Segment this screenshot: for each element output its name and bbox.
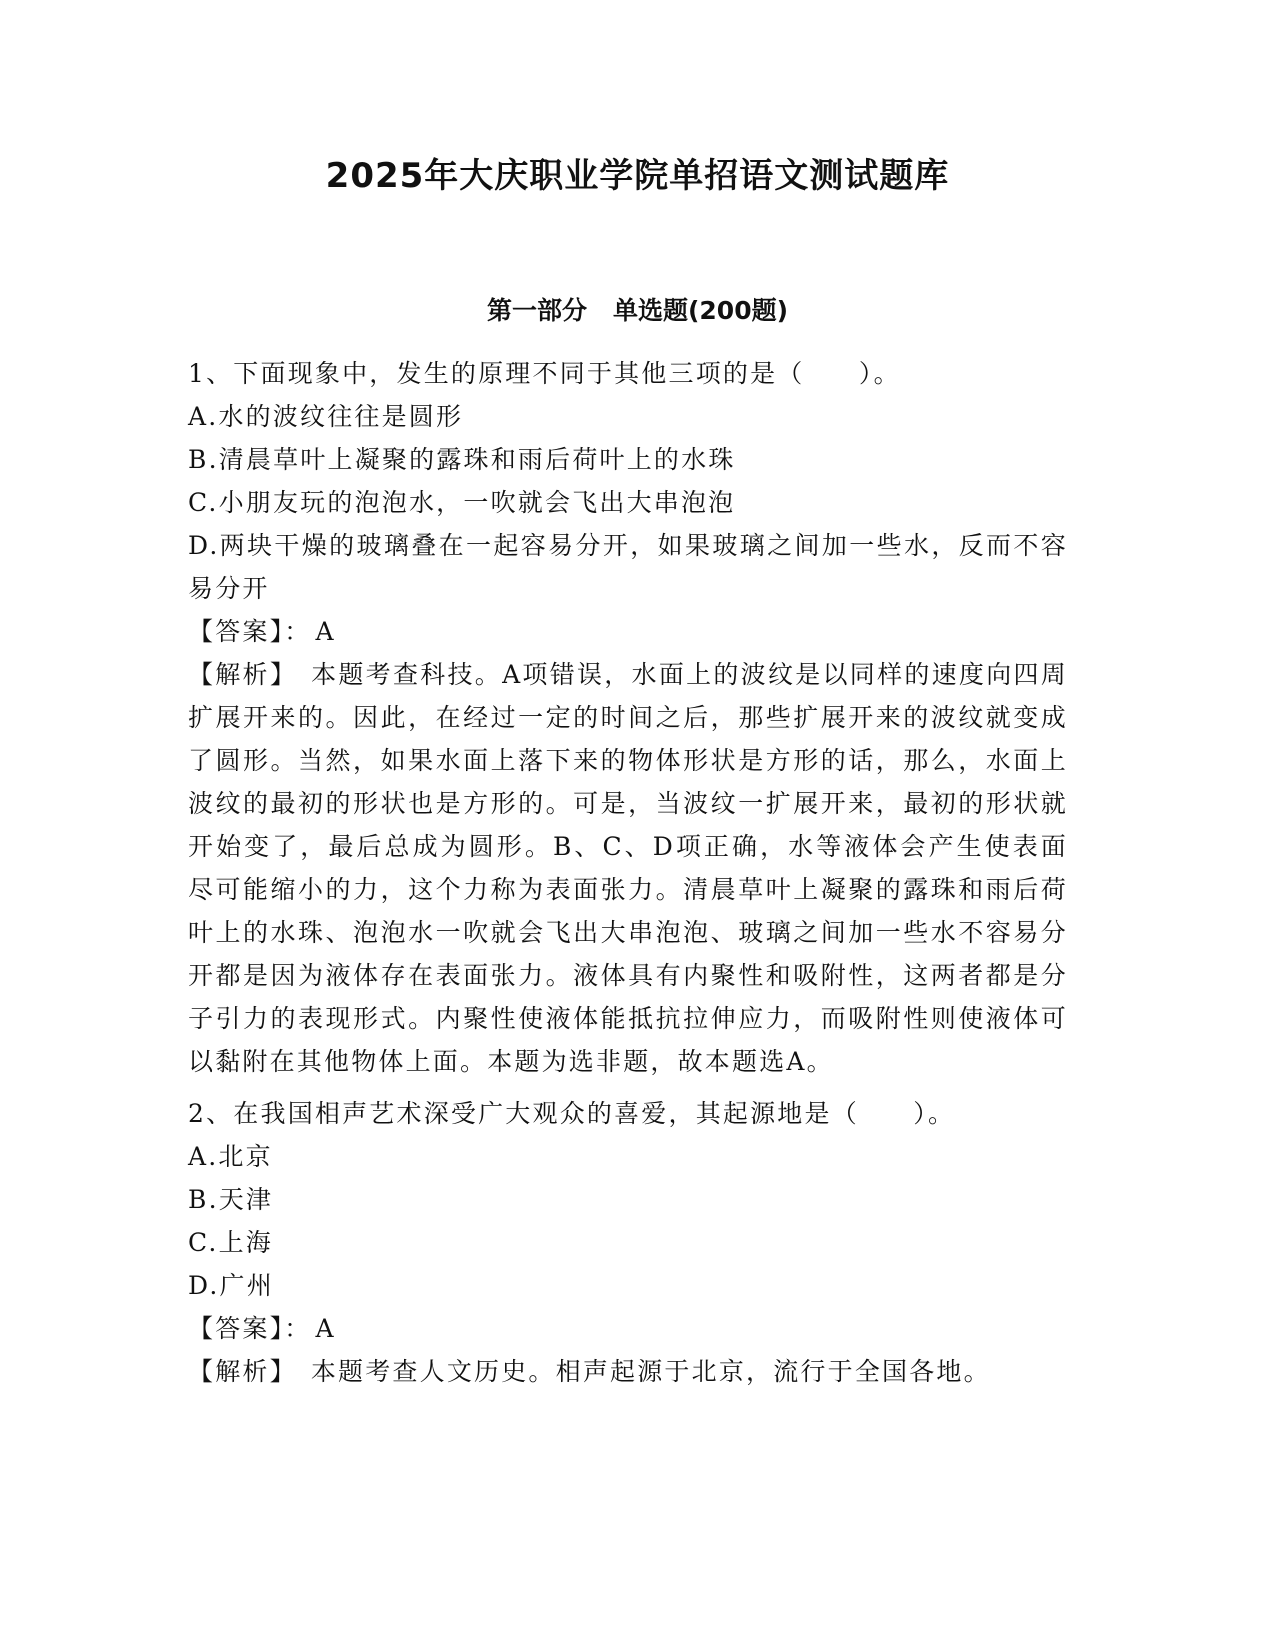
- option-a: A.北京: [188, 1142, 273, 1171]
- question-stem: 1、下面现象中，发生的原理不同于其他三项的是（ ）。: [188, 359, 901, 388]
- document-title: 2025年大庆职业学院单招语文测试题库: [325, 156, 950, 196]
- question-stem: 2、在我国相声艺术深受广大观众的喜爱，其起源地是（ ）。: [188, 1099, 956, 1128]
- answer-value: A: [315, 617, 336, 646]
- option-d: D.广州: [188, 1271, 274, 1300]
- analysis-text: 本题考查科技。A项错误，水面上的波纹是以同样的速度向四周扩展开来的。因此，在经过一定的时间之后，那些扩展开来的波纹就变成了圆形。当然，如果水面上落下来的物体形状是方形的话，那么，水面上波纹的最初的形状也是方形的。可是，当波纹一扩展开来，最初的形状就开始变了，最后总成为圆形。B、C、D项正确，水等液体会产生使表面尽可能缩小的力，这个力称为表面张力。清晨草叶上凝聚的露珠和雨后荷叶上的水珠、泡泡水一吹就会飞出大串泡泡、玻璃之间加一些水不容易分开都是因为液体存在表面张力。液体具有内聚性和吸附性，这两者都是分子引力的表现形式。内聚性使液体能抵抗拉伸应力，而吸附性则使液体可以黏附在其他物体上面。本题为选非题，故本题选A。: [188, 660, 1068, 1076]
- section-name-label: 单选题(200题): [612, 296, 789, 325]
- option-a: A.水的波纹往往是圆形: [188, 402, 464, 431]
- option-b: B.清晨草叶上凝聚的露珠和雨后荷叶上的水珠: [188, 445, 736, 474]
- answer-line: [188, 1307, 1068, 1350]
- section-heading: [0, 291, 1275, 327]
- option-c: C.上海: [188, 1228, 273, 1257]
- answer-line: [188, 610, 1068, 653]
- question-1: [188, 352, 1068, 1083]
- answer-label: 【答案】：: [188, 1314, 312, 1343]
- answer-label: 【答案】：: [188, 617, 312, 646]
- question-2: [188, 1092, 1068, 1393]
- answer-value: A: [315, 1314, 336, 1343]
- analysis-label: 【解析】: [188, 1357, 297, 1386]
- question-list: [188, 352, 1068, 1393]
- option-c: C.小朋友玩的泡泡水，一吹就会飞出大串泡泡: [188, 488, 736, 517]
- analysis-label: 【解析】: [188, 660, 298, 689]
- option-d: D.两块干燥的玻璃叠在一起容易分开，如果玻璃之间加一些水，反而不容易分开: [188, 531, 1068, 603]
- option-b: B.天津: [188, 1185, 274, 1214]
- analysis-paragraph: [188, 1350, 1068, 1393]
- analysis-text: 本题考查人文历史。相声起源于北京，流行于全国各地。: [310, 1357, 991, 1386]
- section-part-label: 第一部分: [486, 296, 587, 325]
- analysis-paragraph: [188, 653, 1068, 1083]
